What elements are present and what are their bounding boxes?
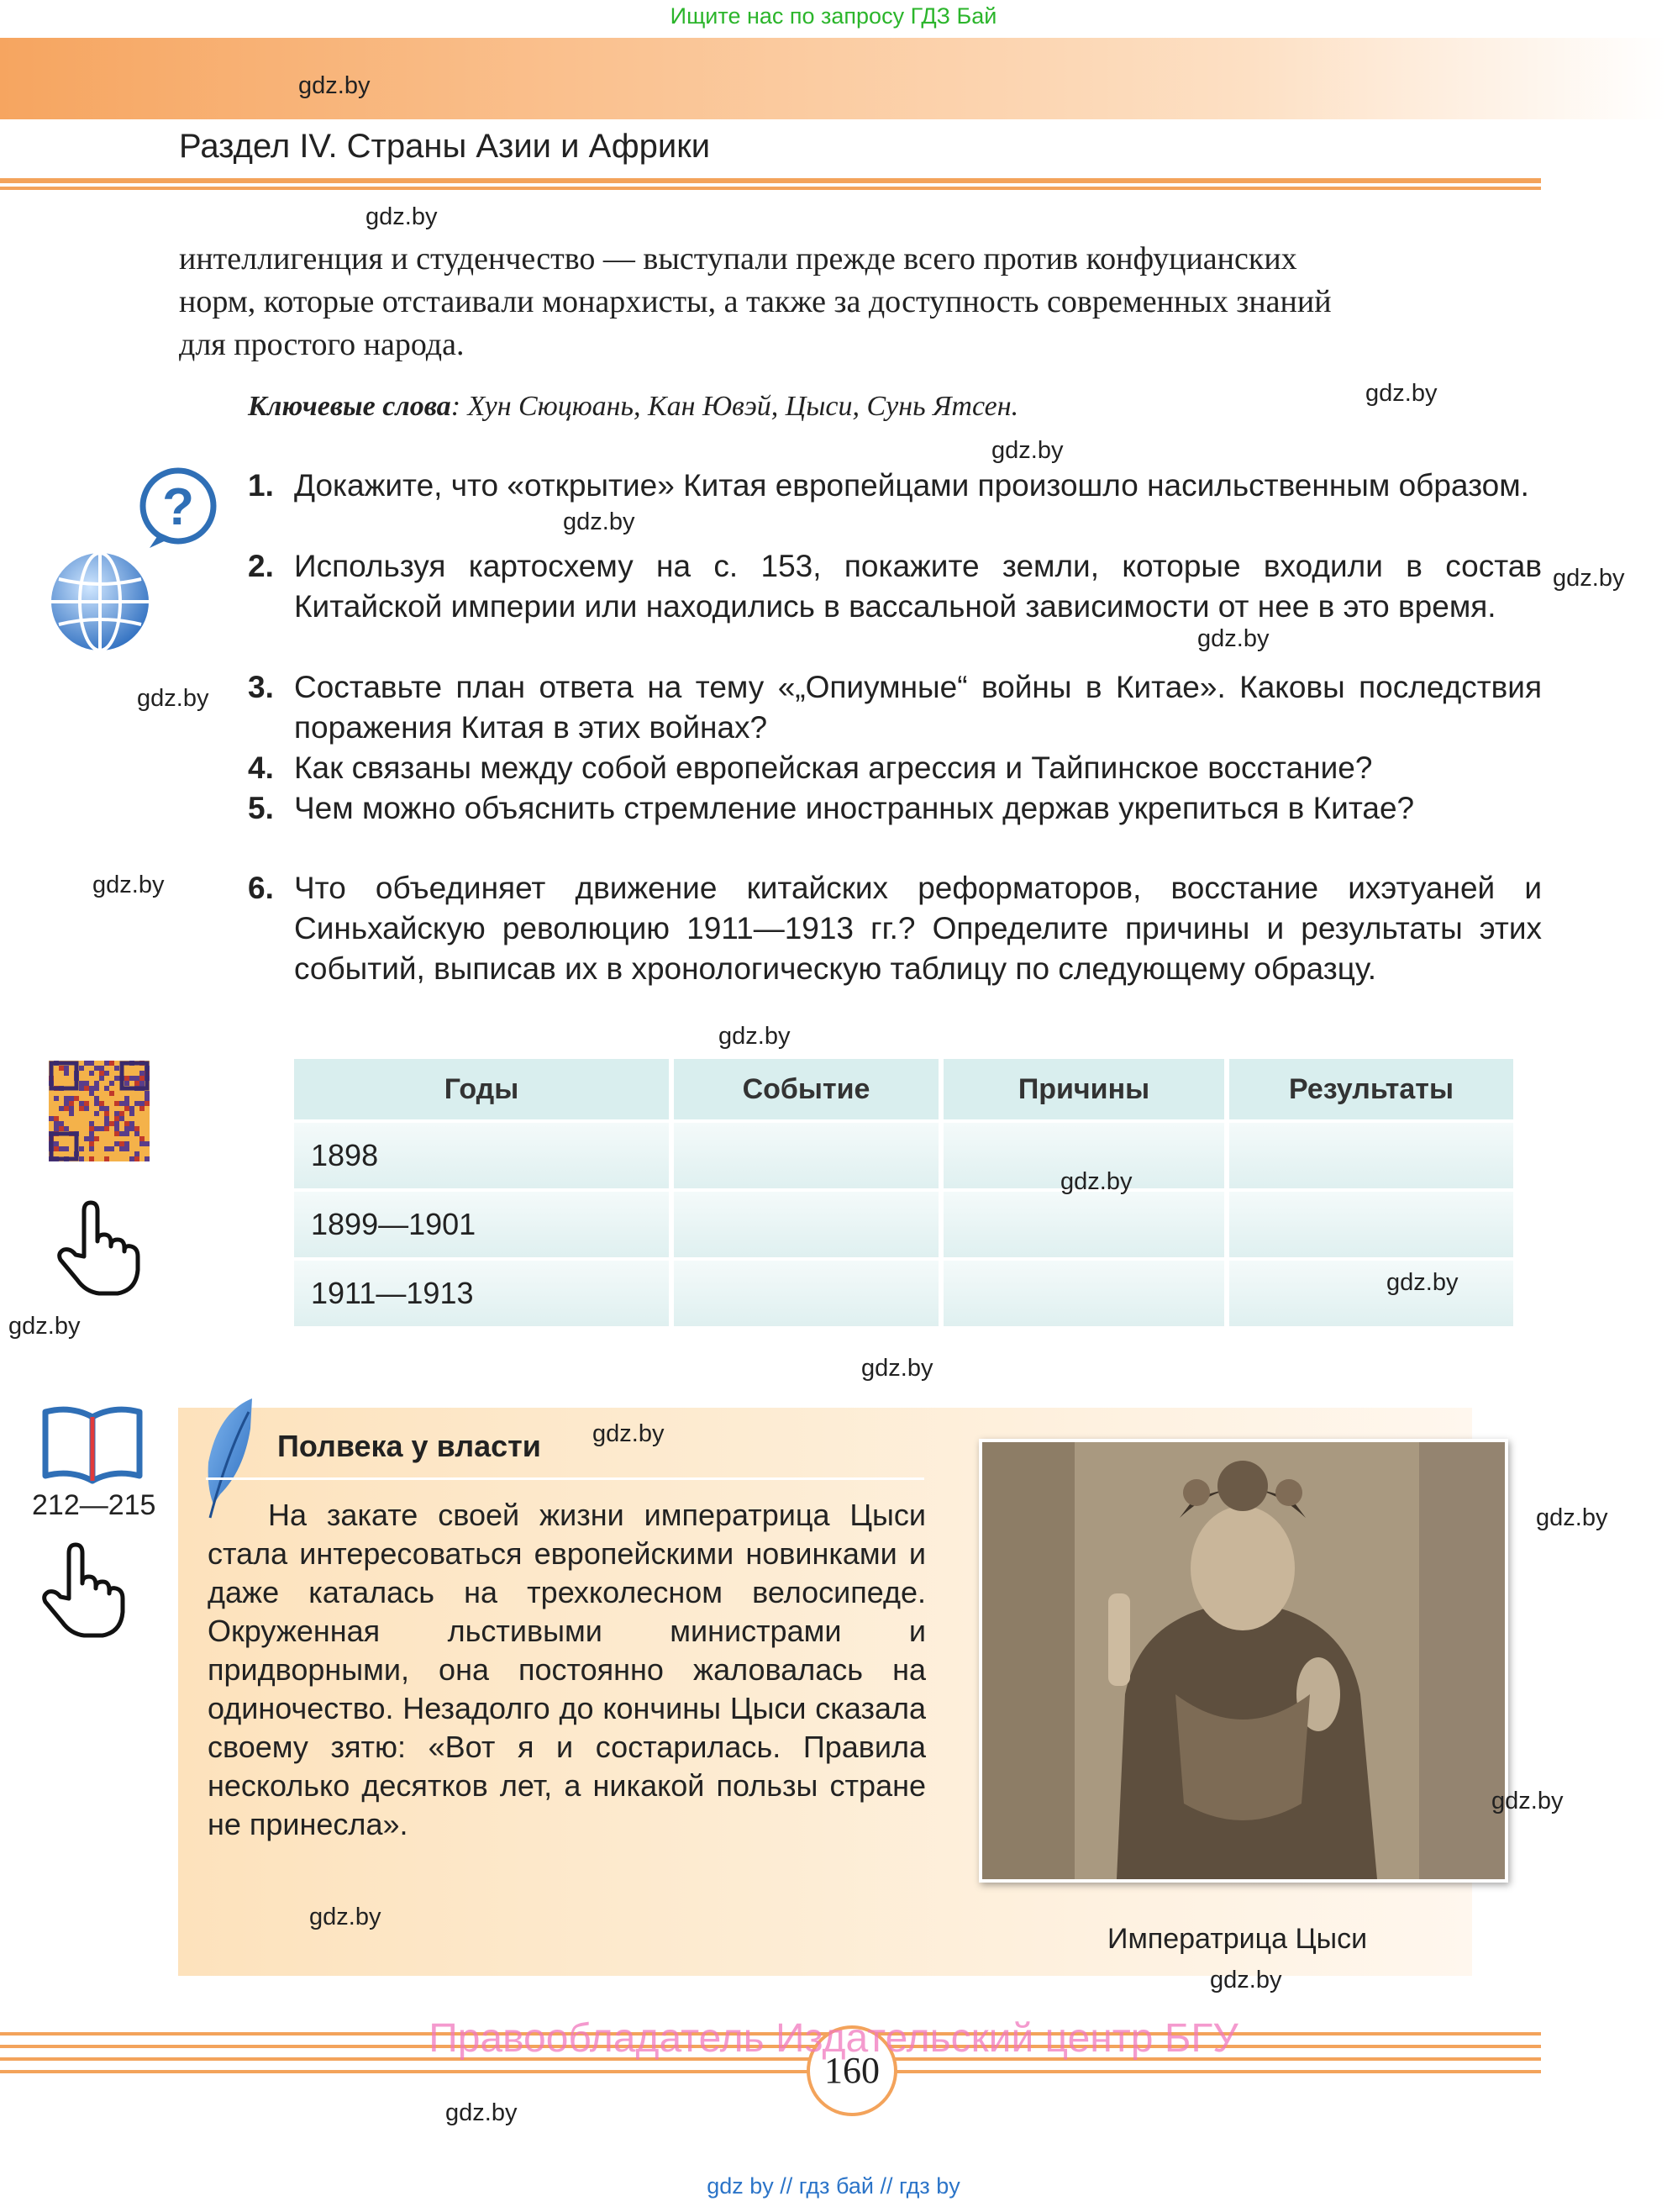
bottom-links[interactable]: gdz by // гдз бай // гдз by (707, 2173, 960, 2199)
table-row (294, 1123, 1513, 1188)
table-row (294, 1192, 1513, 1257)
question-number: 3. (248, 670, 274, 704)
question-text: Чем можно объяснить стремление иностранных держав укрепиться в Китае? (294, 791, 1415, 825)
table-cell (1229, 1261, 1513, 1326)
watermark: gdz.by (592, 1420, 665, 1447)
header-band (0, 38, 1667, 119)
empress-photo (979, 1439, 1508, 1883)
question-text: Докажите, что «открытие» Китая европейцами произошло насильственным образом. (294, 468, 1529, 503)
table-row (294, 1261, 1513, 1326)
table-cell: 1899—1901 (294, 1192, 669, 1257)
question-5 (248, 788, 1542, 829)
watermark: gdz.by (1536, 1504, 1608, 1531)
question-number: 6. (248, 871, 274, 905)
table-cell: 1911—1913 (294, 1261, 669, 1326)
watermark: gdz.by (991, 437, 1064, 464)
watermark: gdz.by (445, 2099, 518, 2126)
photo-caption: Императрица Цыси (1107, 1923, 1368, 1955)
question-number: 5. (248, 791, 274, 825)
header-rule (0, 178, 1541, 183)
watermark: gdz.by (298, 72, 371, 99)
globe-icon (49, 550, 151, 657)
question-number: 1. (248, 468, 274, 503)
question-text: Как связаны между собой европейская агрессия и Тайпинское восстание? (294, 750, 1373, 785)
watermark: gdz.by (1060, 1168, 1133, 1195)
table-header-causes: Причины (944, 1059, 1224, 1119)
question-number: 2. (248, 549, 274, 583)
table-header-years: Годы (294, 1059, 669, 1119)
watermark: gdz.by (1210, 1967, 1282, 1993)
question-1 (248, 466, 1542, 506)
table-cell (674, 1261, 939, 1326)
watermark: gdz.by (92, 872, 165, 898)
page-number: 160 (807, 2025, 897, 2116)
watermark: gdz.by (137, 685, 209, 712)
table-cell: 1898 (294, 1123, 669, 1188)
top-search-banner[interactable]: Ищите нас по запросу ГДЗ Бай (670, 3, 997, 29)
page-reference[interactable]: 212—215 (32, 1489, 156, 1521)
watermark: gdz.by (563, 508, 635, 535)
header-rule-thin (0, 187, 1541, 190)
table-cell (1229, 1192, 1513, 1257)
question-text: Составьте план ответа на тему «„Опиумные“ войны в Китае». Каковы последствия поражения Китая в этих войнах? (294, 670, 1542, 745)
intro-line-3: для простого народа. (179, 327, 465, 362)
watermark: gdz.by (1365, 380, 1438, 407)
watermark: gdz.by (365, 203, 438, 230)
info-box-text (208, 1496, 926, 1844)
intro-line-2: норм, которые отстаивали монархисты, а также за доступность современных знаний (179, 284, 1332, 319)
keywords-text: : Хун Сюцюань, Кан Ювэй, Цыси, Сунь Ятсен. (450, 391, 1019, 422)
question-text: Используя картосхему на с. 153, покажите земли, которые входили в состав Китайской империи или находились в вассальной зависимости от нее в это время. (294, 549, 1542, 624)
watermark: gdz.by (861, 1355, 933, 1382)
section-title: Раздел IV. Страны Азии и Африки (179, 128, 711, 165)
svg-text:?: ? (162, 478, 194, 536)
intro-line-1: интеллигенция и студенчество — выступали прежде всего против конфуцианских (179, 241, 1297, 276)
table-cell (1229, 1123, 1513, 1188)
watermark: gdz.by (1491, 1788, 1564, 1814)
keywords-label: Ключевые слова (248, 391, 451, 422)
watermark: gdz.by (718, 1023, 791, 1050)
question-4 (248, 748, 1542, 788)
pointing-hand-icon (52, 1198, 145, 1303)
table-cell (674, 1192, 939, 1257)
chronology-table (289, 1056, 1518, 1330)
table-header-event: Событие (674, 1059, 939, 1119)
question-2 (248, 546, 1542, 627)
question-3 (248, 667, 1542, 748)
question-icon (134, 464, 222, 556)
table-cell (944, 1261, 1224, 1326)
question-text: Что объединяет движение китайских реформаторов, восстание ихэтуаней и Синьхайскую революцию 1911—1913 гг.? Определите причины и результаты этих событий, выписав их в хронологическую таблицу по следующему образцу. (294, 871, 1542, 986)
info-box-title: Полвека у власти (277, 1429, 541, 1463)
watermark: gdz.by (1386, 1269, 1459, 1296)
pointing-hand-icon (37, 1540, 129, 1645)
book-icon (40, 1404, 145, 1488)
info-box-paragraph: На закате своей жизни императрица Цыси стала интересоваться европейскими новинками и даже каталась на трехколесном велосипеде. Окруженная льстивыми министрами и придворными, она постоянно жаловалась на одиночество. Незадолго до кончины Цыси сказала своему зятю: «Вот я и состарилась. Правила несколько десятков лет, а никакой пользы стране не принесла». (208, 1498, 926, 1841)
question-6 (248, 868, 1542, 989)
watermark: gdz.by (1553, 565, 1625, 592)
table-header-results: Результаты (1229, 1059, 1513, 1119)
qr-code[interactable] (49, 1061, 150, 1166)
table-cell (674, 1123, 939, 1188)
footer-rule (0, 2070, 1541, 2073)
watermark: gdz.by (309, 1904, 381, 1930)
keywords (248, 391, 1018, 423)
copyright-notice: Правообладатель Издательский центр БГУ (429, 2016, 1238, 2061)
watermark: gdz.by (1197, 625, 1270, 652)
table-cell (944, 1192, 1224, 1257)
watermark: gdz.by (8, 1313, 81, 1340)
info-box-divider (206, 1477, 924, 1480)
question-number: 4. (248, 750, 274, 785)
